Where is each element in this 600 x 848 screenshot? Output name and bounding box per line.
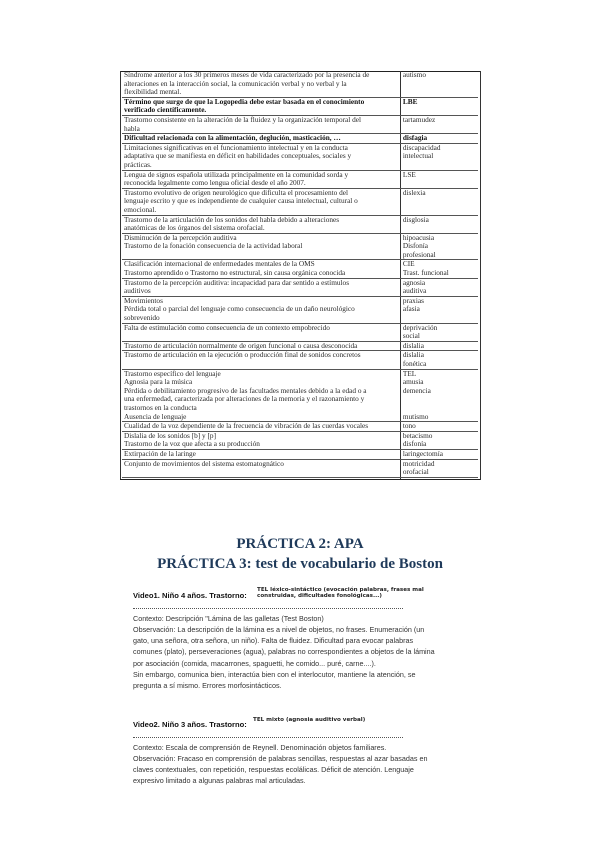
table-row	[122, 171, 478, 189]
video1-text-line: Contexto: Descripción "Lámina de las galletas (Test Boston)	[133, 613, 324, 623]
term-cell	[397, 460, 478, 477]
term-cell	[397, 297, 478, 323]
video1-text-line: pregunta a sí mismo. Errores morfosintácticos.	[133, 681, 282, 691]
definition-line: Trastorno evolutivo de origen neurológico que dificulta el procesamiento del	[124, 187, 349, 197]
definition-line: Término que surge de que la Logopedia debe estar basada en el conocimiento	[124, 96, 365, 106]
table-row	[122, 116, 478, 134]
term-line: social	[402, 331, 420, 341]
definition-line: reconocida legalmente como lengua oficial desde el año 2007.	[124, 178, 306, 188]
table-row	[122, 370, 478, 423]
term-line: afasia	[402, 304, 420, 314]
definition-line: Trastorno específico del lenguaje	[124, 368, 221, 378]
definition-cell	[122, 460, 397, 477]
table-rows	[122, 71, 478, 478]
video2-text-line: claves contextuales, con repetición, respuestas ecolálicas. Déficit de atención. Lenguaje	[133, 765, 414, 775]
term-line: orofacial	[402, 467, 429, 477]
video1-title-line	[133, 587, 473, 613]
table-row	[122, 460, 478, 478]
definition-line: lenguaje escrito y que es independiente de cualquier causa intelectual, cultural o	[124, 196, 358, 206]
table-bottom-border	[120, 479, 480, 480]
definition-line: Extirpación de la laringe	[124, 448, 196, 458]
term-line: dislalia	[402, 350, 424, 360]
table-row	[122, 234, 478, 261]
video2-text-line: expresivo limitado a algunas palabras mal articuladas.	[133, 776, 306, 786]
term-line: tartamudez	[402, 114, 436, 124]
table-row	[122, 297, 478, 324]
definition-cell	[122, 342, 397, 351]
table-row	[122, 216, 478, 234]
definition-line: sobrevenido	[124, 313, 160, 323]
definition-cell	[122, 370, 397, 422]
term-line: autismo	[402, 70, 426, 79]
term-line: LSE	[402, 169, 416, 179]
video1-text-line: Sin embargo, comunica bien, interactúa bien con el interlocutor, mantiene la atención, se	[133, 670, 416, 680]
video1-text-line: comunes (plato), perseveraciones (agua), palabras no correspondientes a objetos de la lámina	[133, 647, 435, 657]
definition-line: trastornos en la conducta	[124, 402, 197, 412]
term-line: mutismo	[402, 411, 429, 421]
video1-handwritten-answer: TEL léxico-sintáctico (evocación palabras, frases mal construidas, dificultades fonológicas...)	[257, 587, 424, 600]
term-cell	[397, 189, 478, 215]
term-cell	[397, 98, 478, 115]
video2-body	[133, 742, 473, 787]
term-line: fonética	[402, 359, 427, 368]
definition-cell	[122, 189, 397, 215]
table-right-border	[480, 71, 481, 480]
definition-line: Disminución de la percepción auditiva	[124, 232, 237, 242]
term-line: amusia	[402, 377, 424, 387]
term-line: disfagia	[402, 133, 428, 143]
definition-cell	[122, 351, 397, 368]
definition-line: Pérdida o debilitamiento progresivo de las facultades mentales debido a la edad o a	[124, 385, 367, 395]
definition-line: Lengua de signos española utilizada principalmente en la comunidad sorda y	[124, 169, 349, 179]
definition-line: Agnosia para la música	[124, 377, 193, 387]
definition-line: verificado científicamente.	[124, 105, 207, 115]
table-row	[122, 71, 478, 98]
video2-text-line: Contexto: Escala de comprensión de Reynell. Denominación objetos familiares.	[133, 742, 387, 752]
term-cell	[397, 260, 478, 277]
term-cell	[397, 144, 478, 170]
heading-practica-2: PRÁCTICA 2: APA	[236, 536, 364, 552]
term-line: dislalia	[402, 340, 424, 350]
definition-line: Falta de estimulación como consecuencia de un contexto empobrecido	[124, 322, 330, 332]
term-line: hipoacusia	[402, 232, 435, 242]
term-cell	[397, 171, 478, 188]
heading-practica-3: PRÁCTICA 3: test de vocabulario de Boston	[157, 556, 443, 572]
definition-line: emocional.	[124, 204, 157, 214]
term-cell	[397, 370, 478, 422]
term-cell	[397, 432, 478, 449]
definition-cell	[122, 279, 397, 296]
video1-text-line: por asociación (comida, macarrones, spaguetti, he comido... puré, carne....).	[133, 658, 376, 668]
definition-cell	[122, 450, 397, 459]
term-line: disfonía	[402, 439, 427, 449]
definition-line: Clasificación internacional de enfermedades mentales de la OMS	[124, 259, 315, 269]
definition-cell	[122, 98, 397, 115]
term-line: praxias	[402, 295, 424, 305]
definition-cell	[122, 116, 397, 133]
term-line: TEL	[402, 368, 417, 378]
definition-line: Trastorno de la voz que afecta a su producción	[124, 439, 260, 449]
term-line: CIE	[402, 259, 415, 269]
definition-line: anatómicas de los órganos del sistema orofacial.	[124, 223, 265, 233]
definition-cell	[122, 71, 397, 97]
video1-body	[133, 613, 473, 692]
definition-line: Trastorno de articulación en la ejecución o producción final de sonidos concretos	[124, 350, 361, 360]
term-line: Trast. funcional	[402, 268, 449, 278]
video1-section	[133, 587, 473, 692]
term-line: tono	[402, 421, 416, 431]
glossary-table	[122, 71, 478, 478]
definition-line: Trastorno de la percepción auditiva: incapacidad para dar sentido a estímulos	[124, 277, 350, 287]
definition-line: prácticas.	[124, 159, 152, 169]
definition-line: alteraciones en la interacción social, la comunicación verbal y no verbal y la	[124, 78, 347, 88]
term-line: Disfonía	[402, 241, 428, 251]
video2-title-line	[133, 719, 473, 742]
definition-line: Pérdida total o parcial del lenguaje como consecuencia de un daño neurológico	[124, 304, 355, 314]
term-line: LBE	[402, 96, 418, 106]
term-line: deprivación	[402, 322, 438, 332]
table-row	[122, 189, 478, 216]
term-cell	[397, 342, 478, 351]
video1-title: Video1. Niño 4 años. Trastorno:	[133, 591, 247, 600]
term-cell	[397, 216, 478, 233]
term-line: disglosia	[402, 214, 429, 224]
term-cell	[397, 116, 478, 133]
term-line: profesional	[402, 249, 436, 259]
video2-text-line: Observación: Fracaso en comprensión de palabras sencillas, respuestas al azar basadas en	[133, 753, 428, 763]
term-cell	[397, 134, 478, 143]
term-cell	[397, 351, 478, 368]
definition-line: una enfermedad, caracterizada por alteraciones de la memoria y el razonamiento y	[124, 394, 365, 404]
term-cell	[397, 324, 478, 341]
definition-cell	[122, 422, 397, 431]
video1-text-line: Observación: La descripción de la lámina es a nivel de objetos, no frases. Enumeración (un	[133, 624, 425, 634]
definition-line: Trastorno consistente en la alteración de la fluidez y la organización temporal del	[124, 114, 362, 124]
definition-line: Dificultad relacionada con la alimentación, deglución, masticación, …	[124, 133, 341, 143]
video1-text-line: gato, una señora, otra señora, un niño). Falta de fluidez. Dificultad para evocar palabras	[133, 636, 414, 646]
definition-line: Limitaciones significativas en el funcionamiento intelectual y en la conducta	[124, 142, 348, 152]
term-line: agnosia	[402, 277, 426, 287]
table-row	[122, 98, 478, 116]
definition-cell	[122, 297, 397, 323]
video2-title: Video2. Niño 3 años. Trastorno:	[133, 720, 247, 729]
answer-underline	[133, 730, 403, 738]
answer-underline	[133, 601, 403, 609]
definition-line: Cualidad de la voz dependiente de la frecuencia de vibración de las cuerdas vocales	[124, 421, 369, 431]
definition-line: Síndrome anterior a los 30 primeros meses de vida caracterizado por la presencia de	[124, 70, 370, 79]
term-line: demencia	[402, 385, 431, 395]
term-line: laringectomía	[402, 448, 443, 458]
term-line: dislexia	[402, 187, 426, 197]
definition-cell	[122, 324, 397, 341]
definition-cell	[122, 216, 397, 233]
table-row	[122, 432, 478, 450]
table-left-border	[120, 71, 121, 480]
table-row	[122, 324, 478, 342]
definition-cell	[122, 134, 397, 143]
definition-cell	[122, 234, 397, 260]
video2-handwritten-answer: TEL mixto (agnosia auditivo verbal)	[253, 717, 366, 723]
term-line: auditiva	[402, 286, 427, 296]
term-line	[403, 395, 478, 404]
term-cell	[397, 422, 478, 431]
video2-section	[133, 719, 473, 787]
definition-line: adaptativa que se manifiesta en déficit en habilidades conceptuales, sociales y	[124, 151, 352, 161]
definition-line: Conjunto de movimientos del sistema estomatognático	[124, 458, 284, 468]
definition-line: Trastorno aprendido o Trastorno no estructural, sin causa orgánica conocida	[124, 268, 346, 278]
definition-line: auditivos	[124, 286, 151, 296]
term-line: intelectual	[402, 151, 434, 161]
term-line: discapacidad	[402, 142, 441, 152]
term-cell	[397, 450, 478, 459]
definition-line: Trastorno de la fonación consecuencia de la actividad laboral	[124, 241, 303, 251]
table-row	[122, 351, 478, 369]
definition-cell	[122, 171, 397, 188]
definition-line: Movimientos	[124, 295, 163, 305]
definition-cell	[122, 432, 397, 449]
term-cell	[397, 71, 478, 97]
term-cell	[397, 279, 478, 296]
term-line: betacismo	[402, 430, 433, 440]
table-row	[122, 144, 478, 171]
table-row	[122, 260, 478, 278]
definition-line: habla	[124, 123, 140, 133]
definition-cell	[122, 260, 397, 277]
definition-line: Dislalia de los sonidos [b] y [p]	[124, 430, 217, 440]
definition-line: flexibilidad mental.	[124, 87, 182, 97]
term-line: motricidad	[402, 458, 435, 468]
definition-line: Trastorno de articulación normalmente de origen funcional o causa desconocida	[124, 340, 358, 350]
definition-line: Ausencia de lenguaje	[124, 411, 187, 421]
definition-line: Trastorno de la articulación de los sonidos del habla debido a alteraciones	[124, 214, 340, 224]
table-row	[122, 279, 478, 297]
term-cell	[397, 234, 478, 260]
definition-cell	[122, 144, 397, 170]
